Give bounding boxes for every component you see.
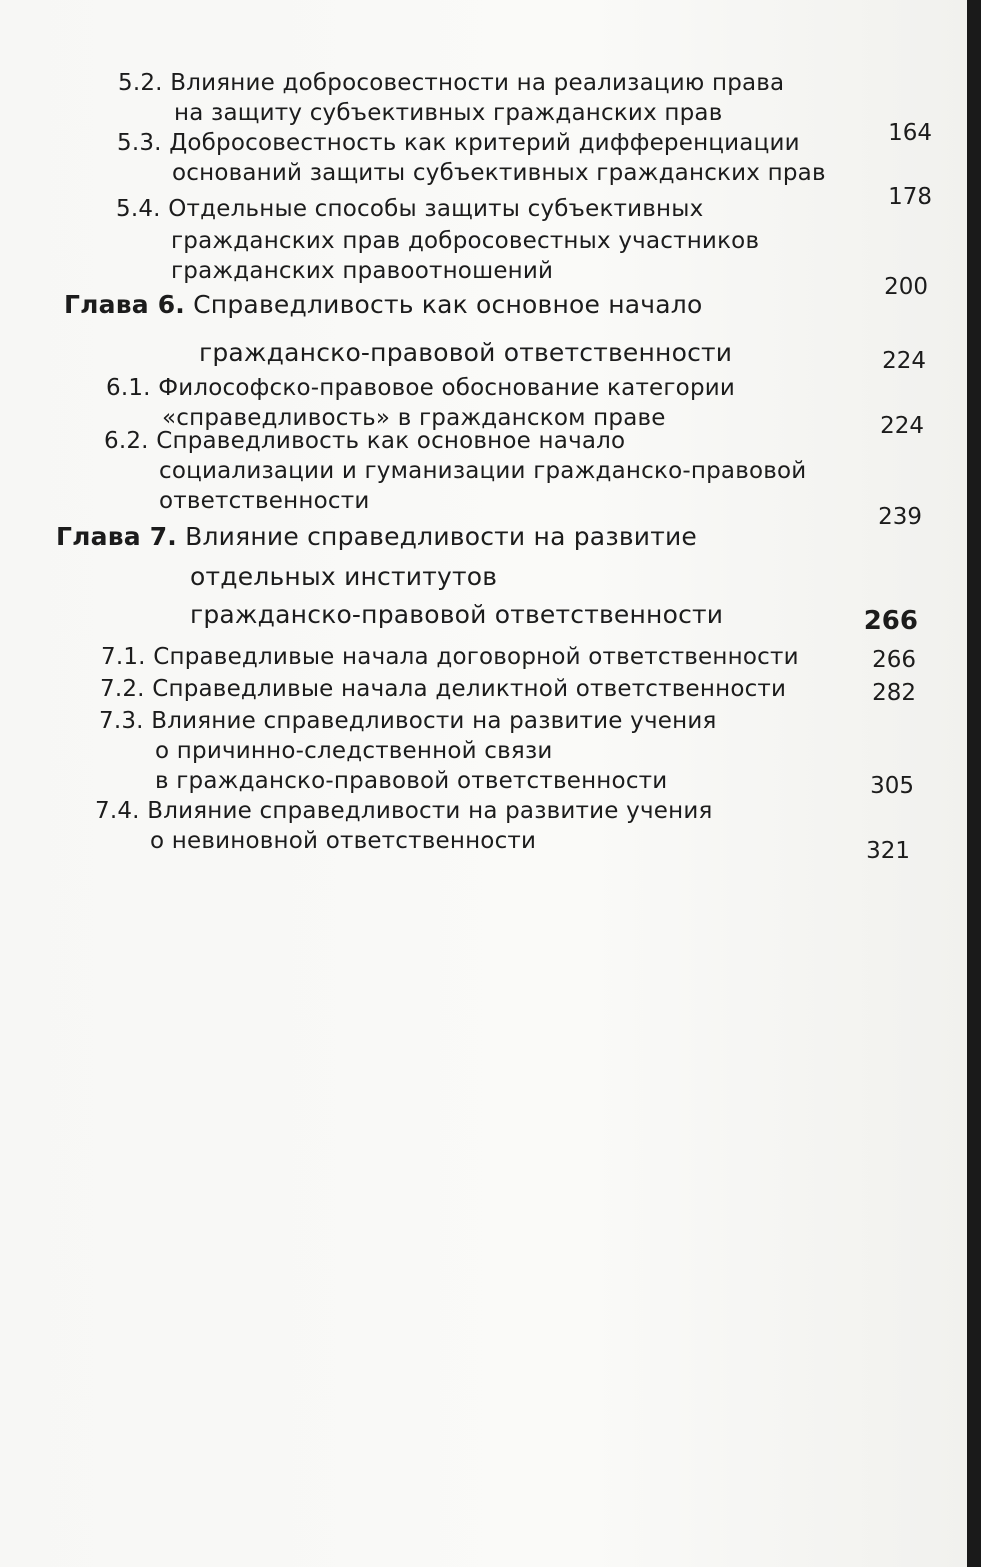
toc-chapter-7-line-2: отдельных институтов bbox=[190, 562, 498, 591]
toc-page-5-2: 164 bbox=[888, 120, 932, 146]
toc-page-chapter-7: 266 bbox=[863, 606, 918, 636]
toc-entry-5-2-line-1: 5.2. Влияние добросовестности на реализацию права bbox=[118, 70, 785, 96]
toc-entry-7-3-line-3: в гражданско-правовой ответственности bbox=[155, 768, 668, 794]
toc-page-6-1: 224 bbox=[880, 413, 924, 439]
toc-chapter-6-line-1: Глава 6. Справедливость как основное начало bbox=[64, 290, 703, 319]
toc-entry-7-3-line-2: о причинно-следственной связи bbox=[155, 738, 553, 764]
toc-entry-5-4-line-1: 5.4. Отдельные способы защиты субъективных bbox=[116, 196, 704, 222]
toc-entry-6-2-line-3: ответственности bbox=[159, 488, 370, 514]
toc-page-7-1: 266 bbox=[872, 647, 916, 673]
toc-entry-7-4-line-2: о невиновной ответственности bbox=[150, 828, 537, 854]
chapter-6-label: Глава 6. bbox=[64, 290, 185, 319]
toc-entry-5-4-line-2: гражданских прав добросовестных участников bbox=[171, 228, 760, 254]
toc-entry-6-1-line-1: 6.1. Философско-правовое обоснование категории bbox=[106, 375, 736, 401]
toc-entry-6-1-line-2: «справедливость» в гражданском праве bbox=[162, 405, 666, 431]
toc-page-7-2: 282 bbox=[872, 680, 916, 706]
chapter-7-label: Глава 7. bbox=[56, 522, 177, 551]
toc-entry-7-3-line-1: 7.3. Влияние справедливости на развитие учения bbox=[99, 708, 717, 734]
page-edge-shadow bbox=[967, 0, 981, 1567]
toc-entry-5-2-line-2: на защиту субъективных гражданских прав bbox=[174, 100, 723, 126]
toc-entry-5-3-line-1: 5.3. Добросовестность как критерий дифференциации bbox=[117, 130, 800, 156]
toc-chapter-6-line-2: гражданско-правовой ответственности bbox=[199, 338, 733, 367]
toc-page-7-4: 321 bbox=[866, 838, 910, 864]
toc-entry-6-2-line-2: социализации и гуманизации гражданско-правовой bbox=[159, 458, 807, 484]
toc-entry-7-4-line-1: 7.4. Влияние справедливости на развитие учения bbox=[95, 798, 713, 824]
toc-chapter-7-line-1: Глава 7. Влияние справедливости на развитие bbox=[56, 522, 697, 551]
toc-page-7-3: 305 bbox=[870, 773, 914, 799]
toc-chapter-7-line-3: гражданско-правовой ответственности bbox=[190, 600, 724, 629]
toc-entry-5-3-line-2: оснований защиты субъективных гражданских прав bbox=[172, 160, 826, 186]
toc-entry-7-2: 7.2. Справедливые начала деликтной ответственности bbox=[100, 676, 787, 702]
toc-entry-7-1: 7.1. Справедливые начала договорной ответственности bbox=[101, 644, 799, 670]
toc-page-6-2: 239 bbox=[878, 504, 922, 530]
toc-entry-6-2-line-1: 6.2. Справедливость как основное начало bbox=[104, 428, 626, 454]
toc-entry-5-4-line-3: гражданских правоотношений bbox=[171, 258, 554, 284]
toc-page-5-4: 200 bbox=[884, 274, 928, 300]
toc-page-5-3: 178 bbox=[888, 184, 932, 210]
toc-page-chapter-6: 224 bbox=[882, 348, 926, 374]
